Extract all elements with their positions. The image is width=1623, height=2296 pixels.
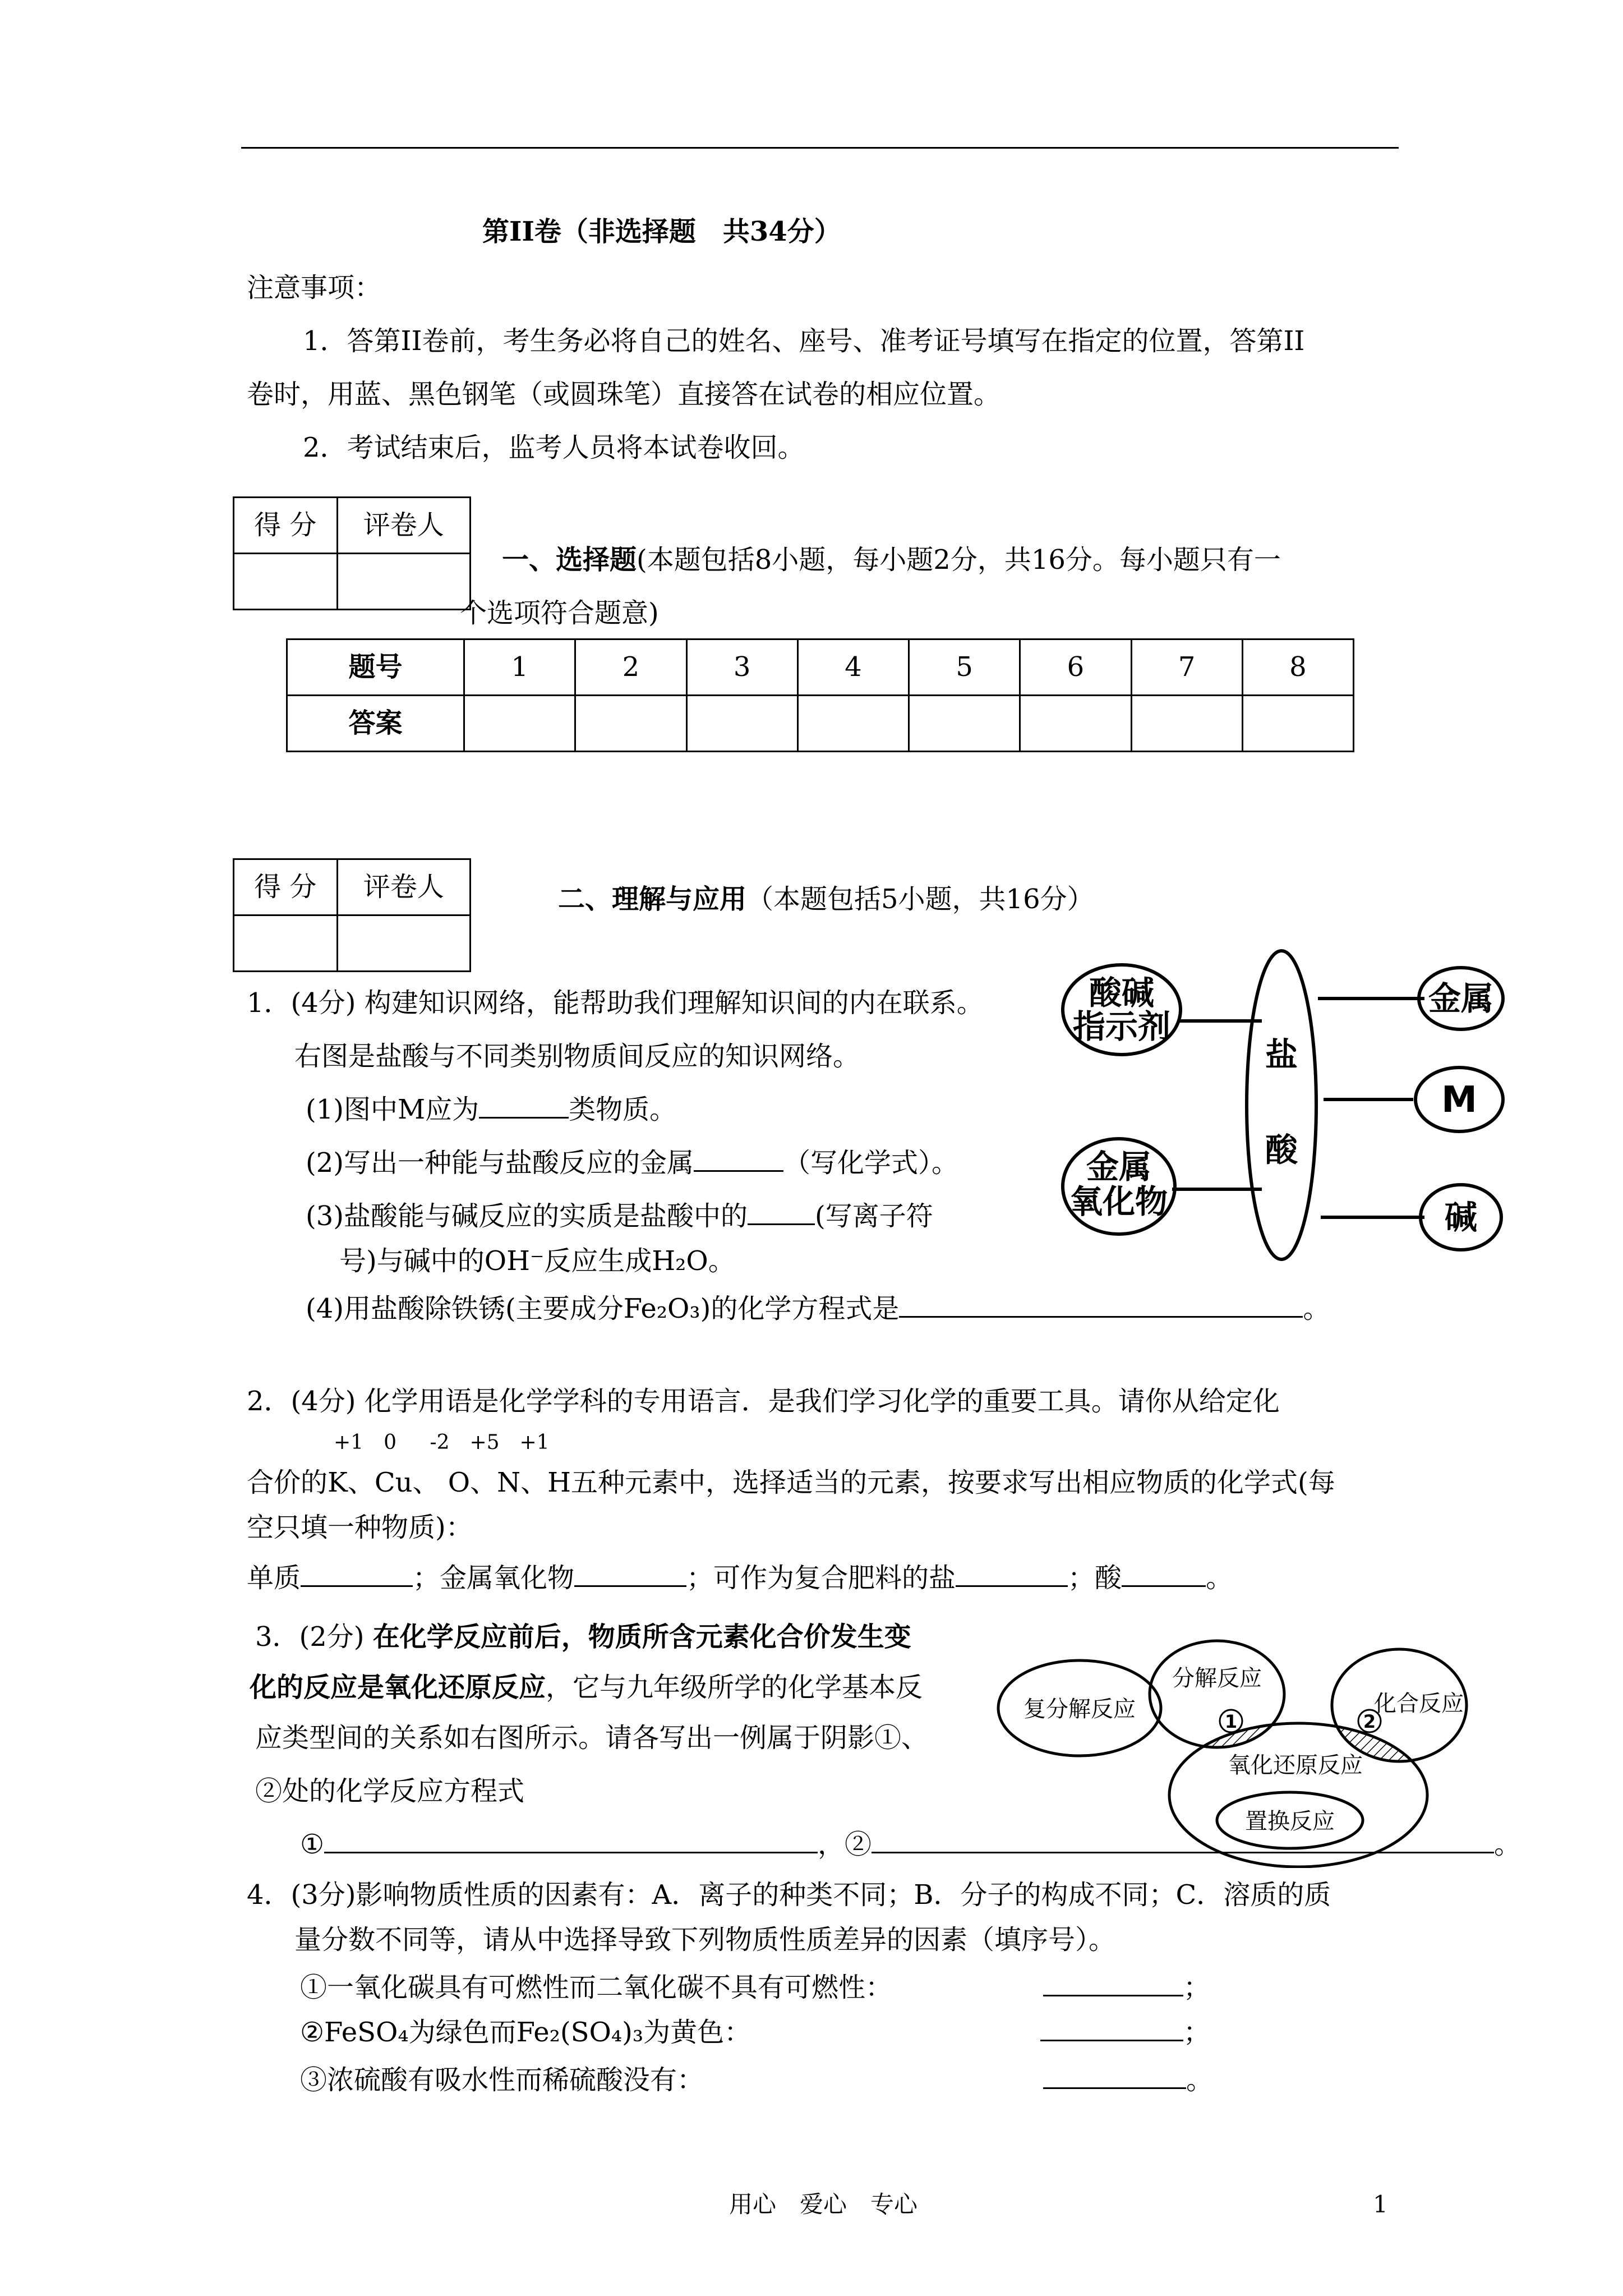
q2-line1: 2．(4分) 化学用语是化学学科的专用语言．是我们学习化学的重要工具。请你从给定化 [247,1386,1280,1417]
q4-blank-3[interactable] [1043,2065,1186,2089]
part2-title [558,884,1094,916]
q2-blank-1[interactable] [301,1563,413,1587]
q4-item-2-text: ②FeSO₄为绿色而Fe₂(SO₄)₃为黄色： [300,2017,751,2048]
score-cell[interactable] [234,915,338,972]
q2-fill-label-2: ；金属氧化物 [413,1562,575,1594]
set-label: 氧化还原反应 [1228,1752,1363,1778]
question-number-cell: 1 [464,639,575,696]
q3-line4: ②处的化学反应方程式 [255,1775,525,1807]
answer-cell[interactable] [575,696,686,752]
reaction-type-venn-diagram [993,1632,1469,1868]
q2-fill-label-4: ；酸 [1068,1562,1122,1594]
answer-cell[interactable] [464,696,575,752]
q3-blank-1[interactable] [324,1829,818,1853]
q4-item-1-answer [1043,1972,1210,2004]
q1-sub4 [306,1293,1330,1326]
answer-table-header-row [287,639,1354,696]
part1-title-line2: 个选项符合题意) [460,597,659,629]
q2-line2: 合价的K、Cu、 O、N、H五种元素中，选择适当的元素，按要求写出相应物质的化学式(每 [247,1467,1335,1498]
answer-cell[interactable] [797,696,909,752]
q2-fill-end: 。 [1206,1562,1233,1594]
question-number-cell: 7 [1131,639,1242,696]
answer-table-label-number: 题号 [287,639,464,696]
q2-blank-4[interactable] [1122,1563,1206,1587]
answer-table-label-answer: 答案 [287,696,464,752]
node-hydrochloric-acid [1247,951,1316,1259]
q3-answer-end: 。 [1494,1829,1521,1860]
question-number-cell: 6 [1020,639,1131,696]
grader-label: 评卷人 [337,498,470,554]
q1-sub4-blank[interactable] [899,1294,1303,1318]
footer-motto: 用心 爱心 专心 [729,2191,918,2218]
grader-cell[interactable] [337,915,470,972]
notice-item-2: 2．考试结束后，监考人员将本试卷收回。 [303,432,805,463]
q1-sub3-text: (3)盐酸能与碱反应的实质是盐酸中的 [306,1200,748,1232]
q1-sub2 [306,1147,958,1180]
q1-sub4-text: (4)用盐酸除铁锈(主要成分Fe₂O₃)的化学方程式是 [306,1293,900,1324]
section-title [482,216,841,249]
q2-line3: 空只填一种物质)： [247,1512,473,1543]
question-number-cell: 8 [1242,639,1353,696]
set-decomposition [1150,1641,1284,1747]
node-label: 金属 [1086,1148,1152,1186]
q3-answer-label-1: ① [300,1829,325,1860]
q3-line1-bold: 在化学反应前后，物质所含元素化合价发生变 [372,1621,911,1653]
q1-stem-line1: 1．(4分) 构建知识网络，能帮助我们理解知识间的内在联系。 [247,987,984,1019]
hcl-network-diagram [1054,948,1514,1262]
q1-sub3-line2: 号)与碱中的OH⁻反应生成H₂O。 [339,1245,735,1277]
section-title-text: 第II卷（非选择题 共34分） [482,216,841,247]
q3-answer-label-2: ，② [818,1829,872,1860]
answer-cell[interactable] [1131,696,1242,752]
q2-blank-2[interactable] [574,1563,686,1587]
q2-fill-label-1: 单质 [247,1562,301,1594]
set-label: 复分解反应 [1023,1696,1136,1722]
score-box-part2 [233,858,471,972]
q4-blank-1[interactable] [1043,1972,1183,1996]
score-box-part1 [233,496,471,610]
answer-cell[interactable] [686,696,797,752]
q4-item-1-text: ①一氧化碳具有可燃性而二氧化碳不具有可燃性： [300,1972,893,2003]
question-number-cell: 5 [909,639,1020,696]
grader-cell[interactable] [337,554,470,610]
mark-label-1: 1 [1224,1711,1238,1732]
node-label: 酸 [1265,1131,1298,1169]
q3-line1-plain: 3．(2分) [255,1621,373,1653]
mark-label-2: 2 [1363,1711,1376,1732]
q1-sub1-text: (1)图中M应为 [306,1094,479,1125]
set-redox [1169,1723,1427,1867]
q4-item-3-answer [1043,2064,1213,2097]
part1-title [502,544,1281,577]
q2-fill-line [247,1562,1233,1595]
q1-sub4-end: 。 [1303,1293,1330,1324]
q3-line2-rest: ，它与九年级所学的化学基本反 [546,1672,923,1703]
answer-table [286,638,1354,752]
part2-title-bold: 二、理解与应用 [558,884,747,915]
score-cell[interactable] [234,554,338,610]
q1-sub2-blank[interactable] [694,1148,783,1172]
q3-line3: 应类型间的关系如右图所示。请各写出一例属于阴影①、 [255,1722,929,1754]
node-label: 指示剂 [1072,1007,1171,1046]
grader-label: 评卷人 [337,859,470,915]
q4-line1: 4．(3分)影响物质性质的因素有：A．离子的种类不同；B．分子的构成不同；C．溶质的质 [247,1879,1331,1911]
q1-sub3-blank[interactable] [748,1201,815,1225]
score-label: 得 分 [234,498,338,554]
question-number-cell: 2 [575,639,686,696]
q4-item-3-text: ③浓硫酸有吸水性而稀硫酸没有： [300,2064,704,2096]
node-label: 碱 [1444,1198,1478,1236]
answer-cell[interactable] [1020,696,1131,752]
set-label: 化合反应 [1374,1691,1464,1717]
q3-line1 [255,1621,911,1654]
q1-sub2-text-end: （写化学式）。 [783,1147,959,1179]
question-number-cell: 4 [797,639,909,696]
q4-end-3: 。 [1186,2064,1214,2096]
q3-line2 [250,1672,923,1704]
question-number-cell: 3 [686,639,797,696]
score-label: 得 分 [234,859,338,915]
set-label: 分解反应 [1172,1665,1262,1691]
part1-title-rest: (本题包括8小题，每小题2分，共16分。每小题只有一 [637,544,1281,576]
q1-sub1-text-end: 类物质。 [569,1094,677,1125]
q1-sub1-blank[interactable] [479,1094,569,1119]
q2-blank-3[interactable] [956,1563,1068,1587]
page-number: 1 [1373,2191,1388,2218]
node-label: 氧化物 [1069,1182,1168,1221]
header-rule [241,147,1399,149]
notice-heading: 注意事项： [247,272,382,303]
q4-item-2-answer [1040,2017,1210,2049]
q4-line2: 量分数不同等，请从中选择导致下列物质性质差异的因素（填序号）。 [294,1924,1116,1955]
node-label: 金属 [1428,979,1494,1018]
q4-blank-2[interactable] [1040,2017,1183,2041]
part2-title-rest: （本题包括5小题，共16分） [746,884,1094,915]
q2-fill-label-3: ；可作为复合肥料的盐 [686,1562,956,1594]
q3-line2-bold: 化的反应是氧化还原反应 [250,1672,546,1703]
answer-cell[interactable] [1242,696,1353,752]
q4-end-2: ； [1183,2017,1211,2048]
node-label: 酸碱 [1089,974,1155,1012]
node-label: 盐 [1265,1036,1298,1074]
q1-sub2-text: (2)写出一种能与盐酸反应的金属 [306,1147,694,1179]
set-label: 置换反应 [1245,1809,1335,1834]
notice-item-1-line1: 1．答第II卷前，考生务必将自己的姓名、座号、准考证号填写在指定的位置，答第II [303,325,1305,357]
q1-sub3 [306,1200,933,1233]
q1-sub3-text-end: (写离子符 [815,1200,933,1232]
node-label: M [1441,1079,1477,1121]
notice-item-1-line2: 卷时，用蓝、黑色钢笔（或圆珠笔）直接答在试卷的相应位置。 [247,379,1001,410]
answer-table-answer-row [287,696,1354,752]
q1-stem-line2: 右图是盐酸与不同类别物质间反应的知识网络。 [294,1041,860,1072]
part1-title-bold: 一、选择题 [502,544,637,576]
answer-cell[interactable] [909,696,1020,752]
q1-sub1 [306,1094,676,1126]
q4-end-1: ； [1183,1972,1211,2003]
q2-valences: +1 0 -2 +5 +1 [334,1431,550,1454]
